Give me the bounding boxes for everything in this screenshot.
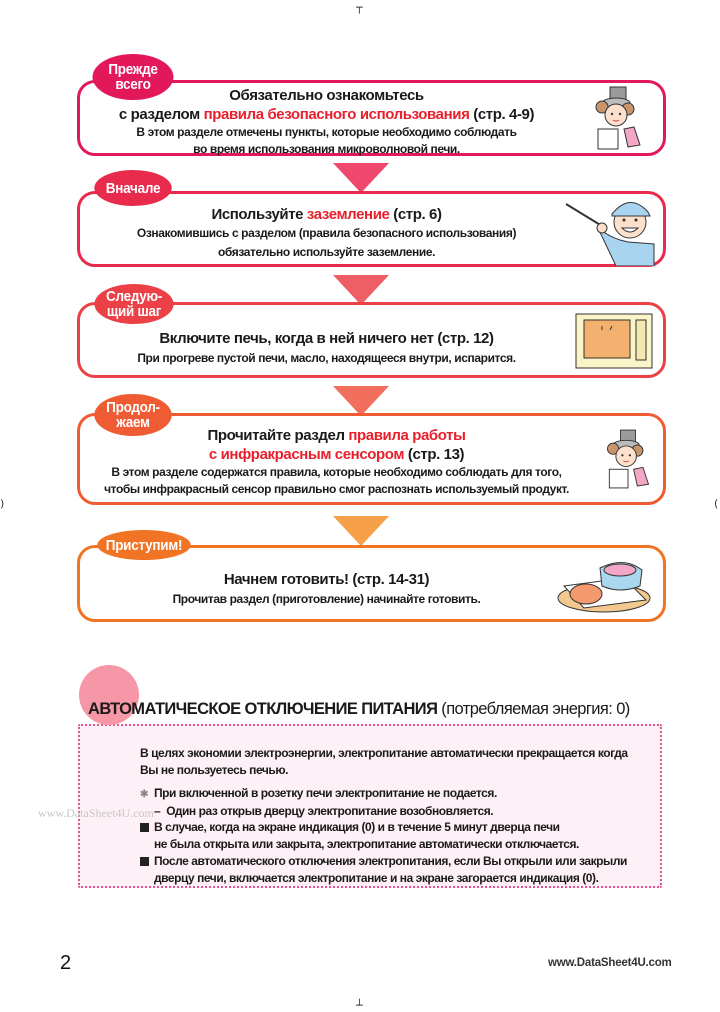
chef-girl-reading-icon — [600, 426, 656, 492]
footer-url-link[interactable]: www.DataSheet4U.com — [548, 957, 672, 969]
step-description: чтобы инфракрасный сенсор правильно смог распознать используемый продукт. — [104, 482, 569, 496]
auto-off-heading: АВТОМАТИЧЕСКОЕ ОТКЛЮЧЕНИЕ ПИТАНИЯ (потребляемая энергия: 0) — [88, 700, 630, 718]
asterisk-icon: ✱ — [140, 789, 148, 800]
step-description: обязательно используйте заземление. — [217, 245, 436, 259]
step-badge-next-step: Следую- щий шаг — [94, 284, 173, 324]
step-title: Прочитайте раздел правила работы — [207, 427, 466, 444]
step-badge-first: Прежде всего — [93, 54, 174, 100]
step-title: Обязательно ознакомьтесь — [229, 87, 424, 104]
watermark: www.DataSheet4U.com — [38, 806, 154, 820]
crop-mark-left: ) — [0, 497, 5, 510]
chef-girl-reading-icon — [588, 85, 648, 151]
food-dish-icon — [554, 558, 654, 614]
step-description: При прогреве пустой печи, масло, находящееся внутри, испарится. — [137, 351, 516, 365]
step-description: Прочитав раздел (приготовление) начинайте готовить. — [172, 592, 481, 606]
crop-mark-top: ┬ — [356, 1, 363, 14]
auto-off-intro: В целях экономии электроэнергии, электропитание автоматически прекращается когда Вы не пользуетесь печью. — [140, 746, 628, 777]
square-bullet-icon — [140, 857, 149, 866]
microwave-oven-icon — [574, 312, 656, 372]
link-safety-rules[interactable]: правила безопасного использования — [203, 106, 470, 123]
step-title: Включите печь, когда в ней ничего нет (стр. 12) — [159, 330, 494, 347]
arrow-down-icon — [333, 386, 389, 416]
auto-off-bullet: После автоматического отключения электропитания, если Вы открыли или закрыли дверцу печи, включается электропитание и на экране загорается индикация (0). — [140, 853, 627, 887]
arrow-down-icon — [333, 516, 389, 546]
step-badge-start: Приступим! — [97, 530, 191, 560]
step-description: во время использования микроволновой печи. — [193, 142, 460, 156]
step-description: В этом разделе содержатся правила, которые необходимо соблюдать для того, — [111, 465, 562, 479]
auto-off-note: ✱ При включенной в розетку печи электропитание не подается. – Один раз открыв дверцу электропитание возобновляется. — [140, 786, 497, 818]
step-title: Начнем готовить! (стр. 14-31) — [223, 571, 430, 588]
page-number: 2 — [60, 952, 72, 974]
step-badge-continue: Продол- жаем — [94, 394, 171, 436]
step-card-first-step — [77, 191, 666, 267]
step-card-continue — [77, 413, 666, 505]
step-card-first — [77, 80, 666, 156]
link-operation-rules[interactable]: правила работы — [348, 427, 466, 444]
link-infrared-sensor[interactable]: с инфракрасным сенсором — [208, 446, 405, 463]
square-bullet-icon — [140, 823, 149, 832]
step-title: Используйте заземление (стр. 6) — [211, 206, 442, 223]
crop-mark-right: ( — [714, 497, 719, 510]
step-description: В этом разделе отмечены пункты, которые необходимо соблюдать — [136, 125, 517, 139]
auto-off-bullet: В случае, когда на экране индикация (0) и в течение 5 минут дверца печи не была открыта или закрыта, электропитание автоматически отключается. — [140, 819, 579, 853]
step-title: с инфракрасным сенсором (стр. 13) — [208, 446, 465, 463]
arrow-down-icon — [333, 275, 389, 305]
step-title: с разделом правила безопасного использования (стр. 4-9) — [118, 106, 535, 123]
step-description: Ознакомившись с разделом (правила безопасного использования) — [136, 226, 517, 240]
step-badge-first-step: Вначале — [94, 170, 171, 206]
crop-mark-bottom: ┴ — [356, 999, 363, 1012]
man-with-pointer-icon — [558, 186, 658, 266]
arrow-down-icon — [333, 163, 389, 193]
link-grounding[interactable]: заземление — [306, 206, 390, 223]
